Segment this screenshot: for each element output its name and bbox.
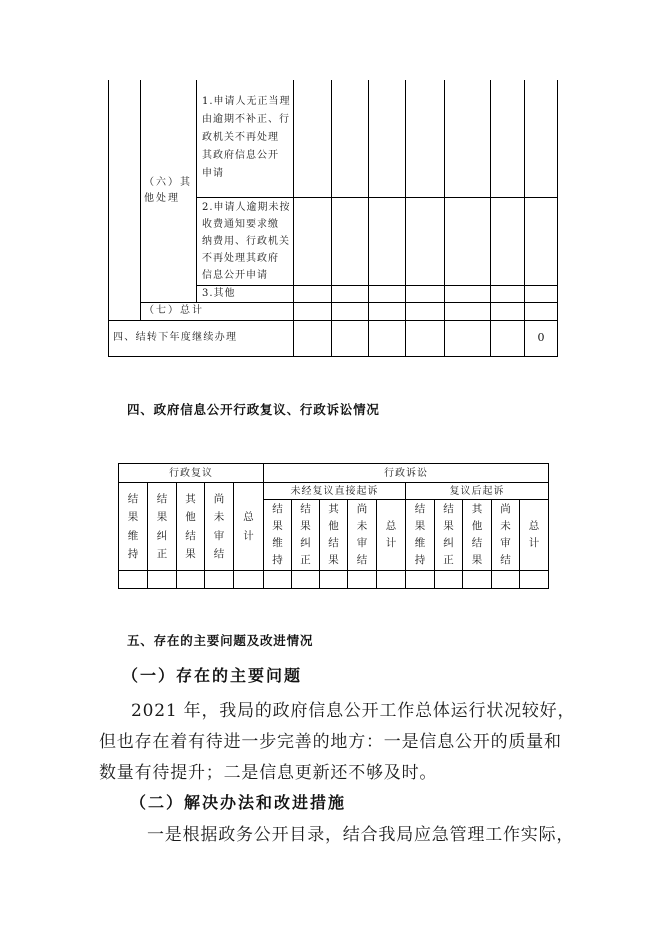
suit-after-review-column-label: 总计: [528, 520, 540, 549]
carry-over-total-value: 0: [525, 320, 558, 356]
data-cell: [264, 571, 292, 589]
direct-suit-column-label: 尚未审结: [356, 503, 368, 566]
data-cell: [406, 302, 445, 320]
suit-after-review-column-label: 尚未审结: [500, 503, 511, 566]
data-cell: [294, 197, 332, 285]
carry-over-label: 四、结转下年度继续办理: [113, 332, 238, 343]
review-litigation-table: [118, 463, 549, 589]
data-cell: [369, 80, 406, 197]
data-cell: [332, 302, 369, 320]
data-cell: [369, 302, 406, 320]
data-cell: [332, 197, 369, 285]
item-3-text: 3.其他: [202, 288, 236, 299]
suit-after-review-column-label: 结果维持: [414, 503, 426, 566]
review-column-label: 总计: [243, 511, 254, 542]
data-cell: [348, 571, 377, 589]
data-cell: [294, 285, 332, 302]
data-cell: [234, 571, 264, 589]
suit-after-review-column-header: [463, 500, 492, 571]
data-cell: [491, 80, 525, 197]
review-column-label: 结果纠正: [156, 492, 168, 560]
direct-suit-header: 未经复议直接起诉: [290, 485, 379, 497]
data-cell: [406, 320, 445, 356]
direct-suit-column-label: 总计: [385, 520, 397, 549]
suit-after-review-column-header: [492, 500, 520, 571]
carry-over-label-cell: [109, 320, 294, 356]
data-cell: [445, 197, 491, 285]
item-1-text: 申请: [202, 168, 224, 180]
problems-paragraph-line: 2021 年，我局的政府信息公开工作总体运行状况较好，: [131, 701, 576, 721]
data-cell: [435, 571, 463, 589]
review-column-header: [205, 483, 234, 571]
disposal-results-table: [108, 80, 558, 357]
item-2-text: 收费通知要求缴: [202, 218, 279, 230]
review-column-label: 其他结果: [185, 492, 196, 560]
data-cell: [520, 571, 549, 589]
direct-suit-header-cell: [264, 483, 406, 500]
data-cell: [525, 285, 558, 302]
direct-suit-column-header: [264, 500, 292, 571]
total-label-cell: [141, 302, 294, 320]
item-3-cell: [197, 285, 294, 302]
section-4-title: 四、政府信息公开行政复议、行政诉讼情况: [127, 402, 380, 417]
total-label: （七）总计: [144, 305, 204, 316]
suit-after-review-column-label: 结果纠正: [443, 503, 454, 566]
item-1-text: 1.申请人无正当理: [202, 96, 291, 108]
suit-after-review-header: 复议后起诉: [449, 485, 505, 497]
data-cell: [492, 571, 520, 589]
review-column-label: 尚未审结: [213, 492, 225, 560]
data-cell: [491, 320, 525, 356]
data-cell: [292, 571, 320, 589]
suit-after-review-column-header: [406, 500, 435, 571]
table-row: [119, 464, 549, 483]
review-column-header: [148, 483, 177, 571]
data-cell: [406, 197, 445, 285]
direct-suit-column-header: [348, 500, 377, 571]
item-1-text: 其政府信息公开: [202, 150, 279, 162]
section-5-title: 五、存在的主要问题及改进情况: [127, 633, 314, 648]
item-1-text: 由逾期不补正、行: [202, 114, 290, 126]
review-column-header: [177, 483, 205, 571]
suit-after-review-column-label: 其他结果: [471, 503, 483, 566]
data-cell: [525, 302, 558, 320]
item-2-text: 2.申请人逾期未按: [202, 201, 291, 213]
measures-paragraph-line: 一是根据政务公开目录，结合我局应急管理工作实际，: [147, 825, 575, 845]
item-1-text: 政机关不再处理: [202, 132, 279, 144]
data-cell: [205, 571, 234, 589]
data-cell: [119, 571, 148, 589]
data-cell: [369, 285, 406, 302]
direct-suit-column-header: [292, 500, 320, 571]
direct-suit-column-header: [320, 500, 348, 571]
data-cell: [525, 80, 558, 197]
item-2-text: 不再处理其政府: [202, 252, 279, 264]
table-row: [119, 571, 549, 589]
data-cell: [491, 302, 525, 320]
other-handling-cell: [141, 80, 197, 302]
data-cell: [491, 197, 525, 285]
data-cell: [332, 80, 369, 197]
litigation-header: 行政诉讼: [384, 467, 428, 479]
direct-suit-column-header: [377, 500, 406, 571]
data-cell: [294, 302, 332, 320]
data-cell: [406, 571, 435, 589]
direct-suit-column-label: 结果纠正: [300, 503, 311, 566]
data-cell: [177, 571, 205, 589]
other-handling-label: （六）其: [144, 176, 192, 188]
litigation-header-cell: [264, 464, 549, 483]
item-1-cell: [197, 80, 294, 197]
problems-paragraph-line: 但也存在着有待进一步完善的地方：一是信息公开的质量和: [99, 732, 562, 752]
direct-suit-column-label: 结果维持: [272, 503, 283, 566]
review-column-label: 结果维持: [127, 492, 139, 560]
data-cell: [525, 197, 558, 285]
data-cell: [463, 571, 492, 589]
table-row: [109, 320, 558, 356]
category-cell: [109, 80, 141, 320]
data-cell: [406, 80, 445, 197]
review-header: 行政复议: [169, 467, 213, 479]
data-cell: [491, 285, 525, 302]
review-column-header: [234, 483, 264, 571]
data-cell: [332, 320, 369, 356]
data-cell: [445, 320, 491, 356]
table-row: [109, 80, 558, 197]
data-cell: [369, 197, 406, 285]
data-cell: [148, 571, 177, 589]
data-cell: [445, 80, 491, 197]
other-handling-label: 他处理: [144, 192, 180, 204]
table-row: [119, 483, 549, 500]
suit-after-review-column-header: [435, 500, 463, 571]
review-header-cell: [119, 464, 264, 483]
item-2-text: 纳费用、行政机关: [202, 235, 290, 247]
data-cell: [320, 571, 348, 589]
data-cell: [445, 285, 491, 302]
data-cell: [377, 571, 406, 589]
data-cell: [369, 320, 406, 356]
direct-suit-column-label: 其他结果: [328, 503, 339, 566]
item-2-cell: [197, 197, 294, 285]
data-cell: [445, 302, 491, 320]
data-cell: [406, 285, 445, 302]
data-cell: [332, 285, 369, 302]
suit-after-review-column-header: [520, 500, 549, 571]
suit-after-review-header-cell: [406, 483, 549, 500]
item-2-text: 信息公开申请: [202, 269, 268, 281]
data-cell: [294, 320, 332, 356]
problems-subtitle: （一）存在的主要问题: [122, 666, 303, 685]
table-row: [109, 302, 558, 320]
measures-subtitle: （二）解决办法和改进措施: [130, 793, 347, 812]
data-cell: [294, 80, 332, 197]
problems-paragraph-line: 数量有待提升；二是信息更新还不够及时。: [99, 763, 438, 783]
review-column-header: [119, 483, 148, 571]
